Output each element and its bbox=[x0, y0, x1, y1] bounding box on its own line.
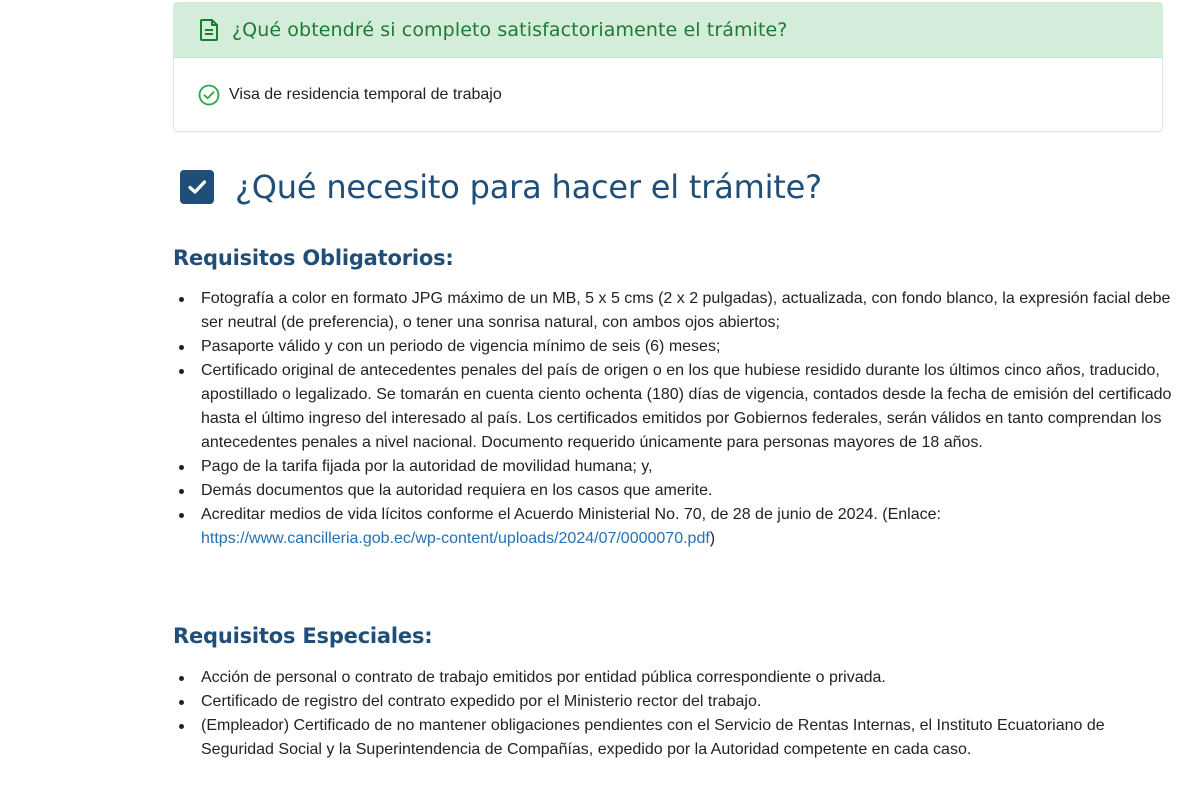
check-circle-icon bbox=[198, 84, 220, 106]
list-item-close: ) bbox=[709, 530, 716, 547]
mandatory-heading: Requisitos Obligatorios: bbox=[173, 246, 454, 270]
list-item: Pasaporte válido y con un periodo de vigencia mínimo de seis (6) meses; bbox=[173, 335, 1173, 359]
mandatory-list bbox=[173, 287, 1173, 551]
result-item: Visa de residencia temporal de trabajo bbox=[229, 86, 502, 103]
list-item: Certificado de registro del contrato expedido por el Ministerio rector del trabajo. bbox=[173, 690, 1173, 714]
list-item: Fotografía a color en formato JPG máximo de un MB, 5 x 5 cms (2 x 2 pulgadas), actualizada, con fondo blanco, la expresión facial debe ser neutral (de preferencia), o tener una sonrisa natural, con ambos ojos abiertos; bbox=[173, 287, 1173, 335]
list-item: Certificado original de antecedentes penales del país de origen o en los que hubiese residido durante los últimos cinco años, traducido, apostillado o legalizado. Se tomarán en cuenta ciento ochenta (180) días de vigencia, contados desde la fecha de emisión del certificado hasta el último ingreso del interesado al país. Los certificados emitidos por Gobiernos federales, serán válidos en tanto comprendan los antecedentes penales a nivel nacional. Documento requerido únicamente para personas mayores de 18 años. bbox=[173, 359, 1173, 455]
result-card-body bbox=[174, 58, 1162, 132]
checkbox-icon bbox=[180, 170, 214, 204]
result-card-header bbox=[174, 3, 1162, 58]
list-item-text: Acreditar medios de vida lícitos conforme el Acuerdo Ministerial No. 70, de 28 de junio de 2024. (Enlace: bbox=[201, 506, 941, 523]
special-list bbox=[173, 666, 1173, 762]
list-item: (Empleador) Certificado de no mantener obligaciones pendientes con el Servicio de Rentas Internas, el Instituto Ecuatoriano de Seguridad Social y la Superintendencia de Compañías, expedido por la Autoridad competente en cada caso. bbox=[173, 714, 1173, 762]
page-title: ¿Qué necesito para hacer el trámite? bbox=[235, 168, 822, 206]
section-title bbox=[180, 168, 822, 206]
list-item: Acción de personal o contrato de trabajo emitidos por entidad pública correspondiente o privada. bbox=[173, 666, 1173, 690]
special-heading: Requisitos Especiales: bbox=[173, 624, 433, 648]
result-card bbox=[173, 2, 1163, 132]
list-item: Pago de la tarifa fijada por la autoridad de movilidad humana; y, bbox=[173, 455, 1173, 479]
list-item bbox=[173, 503, 1173, 551]
document-icon bbox=[198, 18, 220, 42]
agreement-link[interactable]: https://www.cancilleria.gob.ec/wp-content/uploads/2024/07/0000070.pdf bbox=[201, 530, 710, 547]
list-item: Demás documentos que la autoridad requiera en los casos que amerite. bbox=[173, 479, 1173, 503]
result-card-title: ¿Qué obtendré si completo satisfactoriamente el trámite? bbox=[232, 19, 788, 41]
